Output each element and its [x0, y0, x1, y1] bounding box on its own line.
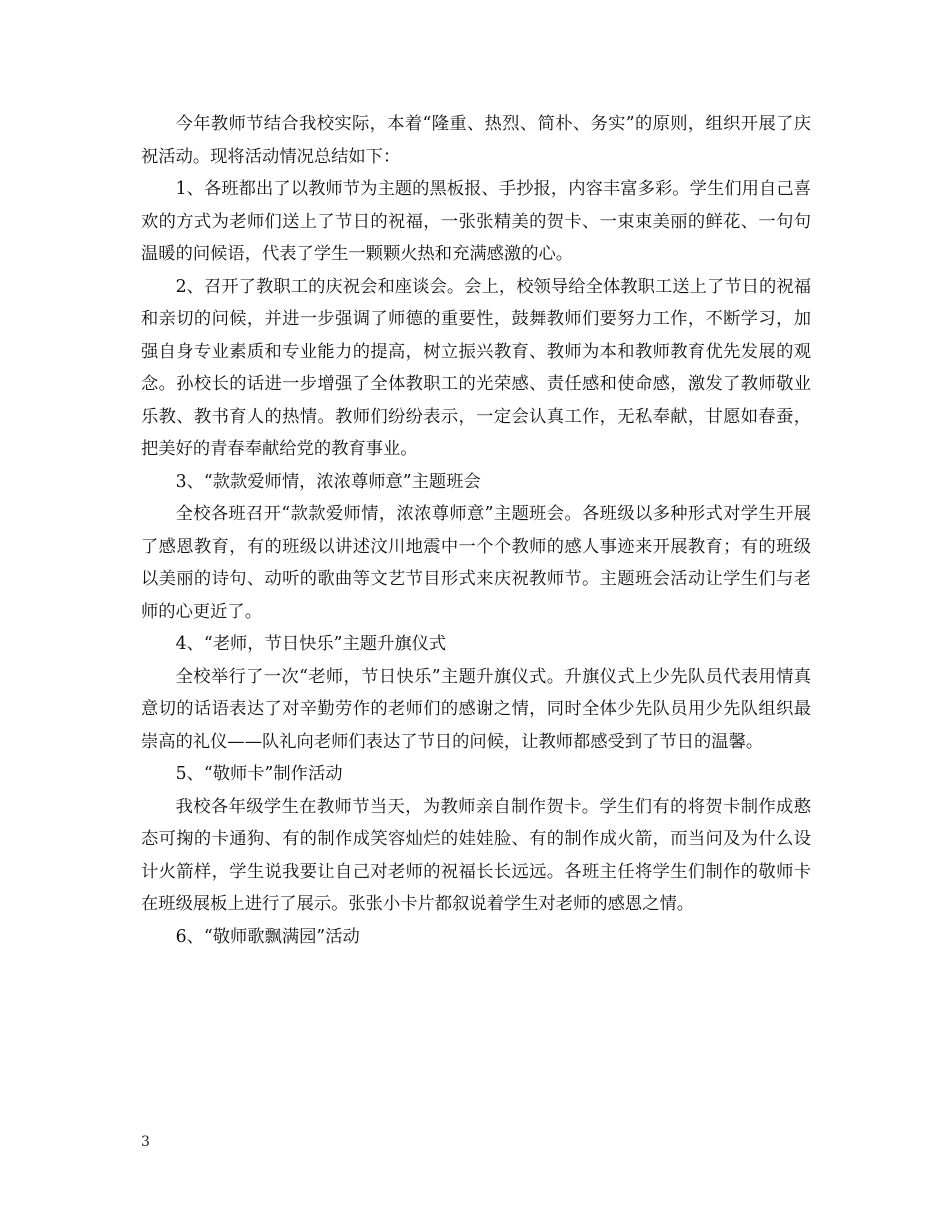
section-heading-4: 4、“老师，节日快乐”主题升旗仪式: [175, 634, 447, 654]
paragraph-item-2: 2、召开了教职工的庆祝会和座谈会。会上，校领导给全体教职工送上了节日的祝福和亲切的问候，并进一步强调了师德的重要性，鼓舞教师们要努力工作，不断学习，加强自身专业素质和专业能力的提高，树立振兴教育、教师为本和教师教育优先发展的观念。孙校长的话进一步增强了全体教职工的光荣感、责任感和使命感，激发了教师敬业乐教、教书育人的热情。教师们纷纷表示，一定会认真工作，无私奉献，甘愿如春蚕，把美好的青春奉献给党的教育事业。: [141, 276, 811, 459]
section-heading-3: 3、“款款爱师情，浓浓尊师意”主题班会: [175, 471, 481, 492]
paragraph-item-1: 1、各班都出了以教师节为主题的黑板报、手抄报，内容丰富多彩。学生们用自己喜欢的方式为老师们送上了节日的祝福，一张张精美的贺卡、一束束美丽的鲜花、一句句温暖的问候语，代表了学生一颗颗火热和充满感激的心。: [141, 179, 811, 264]
paragraph-item-3: 全校各班召开“款款爱师情，浓浓尊师意”主题班会。各班级以多种形式对学生开展了感恩教育，有的班级以讲述汶川地震中一个个教师的感人事迹来开展教育；有的班级以美丽的诗句、动听的歌曲等文艺节目形式来庆祝教师节。主题班会活动让学生们与老师的心更近了。: [141, 504, 811, 622]
section-heading-6: 6、“敬师歌飘满园”活动: [175, 926, 360, 947]
page-number: 3: [141, 1134, 150, 1150]
paragraph-item-5: 我校各年级学生在教师节当天，为教师亲自制作贺卡。学生们有的将贺卡制作成憨态可掬的卡通狗、有的制作成笑容灿烂的娃娃脸、有的制作成火箭，而当问及为什么设计火箭样，学生说我要让自己对老师的祝福长长远远。各班主任将学生们制作的敬师卡在班级展板上进行了展示。张张小卡片都叙说着学生对老师的感恩之情。: [141, 796, 811, 914]
paragraph-intro: 今年教师节结合我校实际，本着“隆重、热烈、简朴、务实”的原则，组织开展了庆祝活动。现将活动情况总结如下：: [141, 114, 811, 167]
section-heading-5: 5、“敬师卡”制作活动: [175, 764, 343, 784]
paragraph-item-4: 全校举行了一次“老师，节日快乐”主题升旗仪式。升旗仪式上少先队员代表用情真意切的话语表达了对辛勤劳作的老师们的感谢之情，同时全体少先队员用少先队组织最崇高的礼仪——队礼向老师们表达了节日的问候，让教师都感受到了节日的温馨。: [141, 666, 811, 752]
document-page: [141, 108, 811, 953]
